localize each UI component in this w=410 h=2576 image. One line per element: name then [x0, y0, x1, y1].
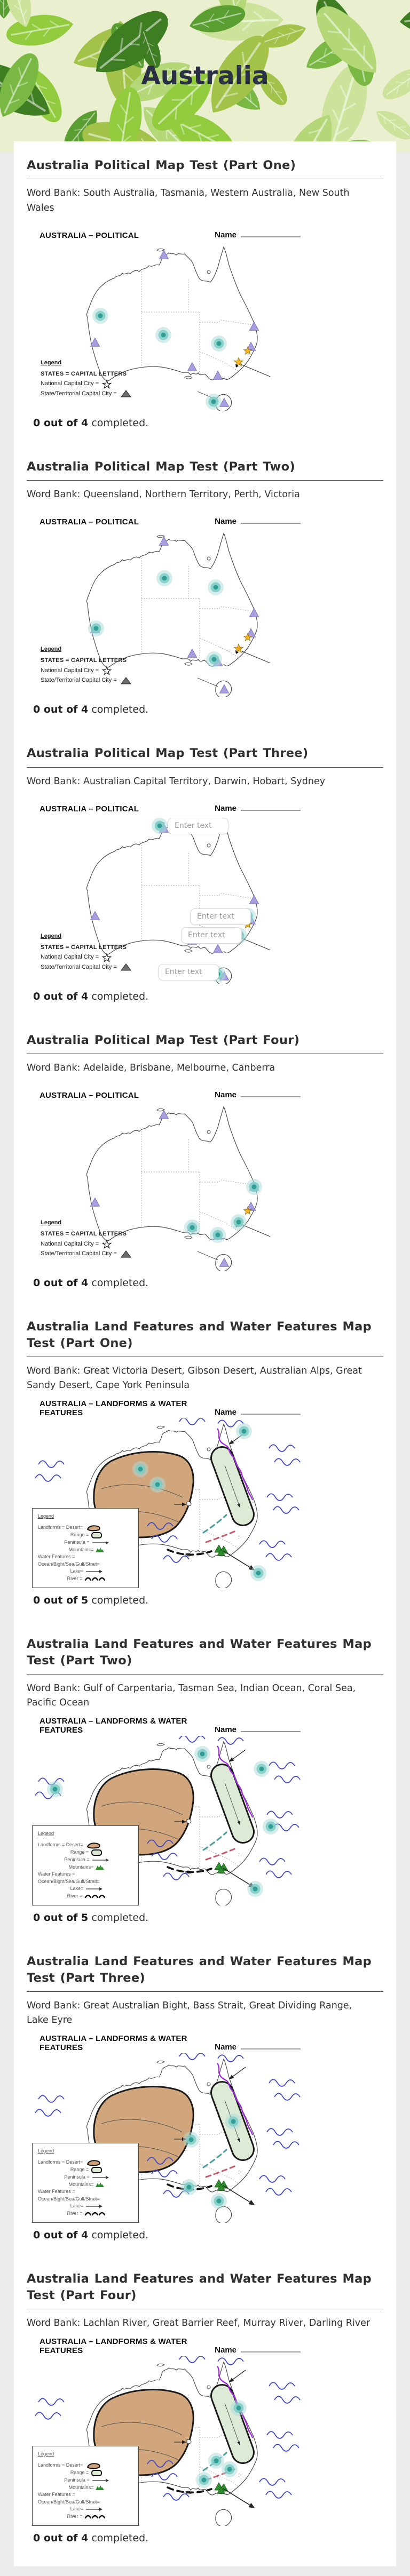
arrow-icon: [85, 1569, 102, 1574]
legend-title: Legend: [38, 1513, 54, 1519]
legend-state-capital-label: State/Territorial Capital City =: [41, 677, 117, 684]
completion-status: 0 out of 4 completed.: [33, 990, 149, 1002]
range-capsule-icon: [91, 1849, 102, 1856]
name-field: [215, 1407, 301, 1417]
name-field: [215, 1725, 301, 1735]
name-blank-line: [241, 803, 301, 811]
name-blank-line: [241, 2345, 301, 2352]
name-label: Name: [215, 517, 236, 527]
water-squiggle-icon: [259, 1858, 285, 1865]
legend-river-label: River =: [67, 2210, 83, 2216]
legend-desert-label: Landforms = Desert=: [38, 2462, 83, 2468]
star-outline-icon: [102, 666, 112, 675]
water-squiggle-icon: [269, 1762, 295, 1769]
map-worksheet: [31, 2035, 381, 2223]
test-section: [27, 459, 383, 716]
banner: [0, 0, 410, 152]
legend-title: Legend: [41, 1219, 62, 1226]
completion-status: 0 out of 5 completed.: [33, 1594, 149, 1607]
legend-national-capital-label: National Capital City =: [41, 954, 99, 961]
cape-york-arrow-icon: [230, 2067, 246, 2079]
drop-target[interactable]: [132, 1461, 148, 1477]
map-legend: [41, 358, 132, 399]
legend-desert-label: Landforms = Desert=: [38, 1842, 83, 1848]
drop-target[interactable]: [206, 651, 222, 667]
drop-target[interactable]: [181, 2179, 197, 2195]
answer-input[interactable]: [158, 964, 219, 980]
lake-icon: [187, 1819, 191, 1823]
completion-count: 0 out of 4: [33, 2229, 89, 2242]
water-squiggle-icon: [269, 2382, 295, 2389]
drop-target[interactable]: [250, 1565, 266, 1581]
legend-title: Legend: [41, 359, 62, 366]
water-squiggle-icon: [218, 2358, 243, 2365]
legend-title: Legend: [38, 2451, 54, 2457]
test-section: [27, 2271, 383, 2544]
legend-mountains-label: Mountains=: [68, 1864, 94, 1870]
legend-peninsula-label: Peninsula =: [64, 1540, 90, 1545]
section-heading: Australia Land Features and Water Features Map Test (Part Three): [27, 1955, 372, 1985]
map-worksheet: [31, 509, 381, 697]
mountains-icon: [96, 2485, 104, 2491]
name-field: [215, 516, 301, 527]
drop-target[interactable]: [155, 327, 171, 343]
completion-status: 0 out of 4 completed.: [33, 2532, 149, 2544]
desert-blob-icon: [85, 1841, 101, 1849]
legend-range-label: Range =: [70, 2167, 89, 2173]
legend-range-label: Range =: [70, 1532, 89, 1538]
water-squiggle-icon: [266, 1553, 291, 1560]
water-squiggle-icon: [218, 2055, 243, 2062]
drop-target[interactable]: [194, 1746, 210, 1762]
test-section: [27, 1319, 383, 1606]
map-worksheet: [31, 223, 381, 411]
divider: [27, 1991, 383, 1992]
drop-target[interactable]: [206, 394, 222, 410]
river-arcs-icon: [84, 1893, 106, 1899]
water-squiggle-icon: [259, 2175, 285, 2182]
tasmania-outline: [216, 2509, 232, 2526]
map-header: [31, 800, 381, 814]
water-squiggle-icon: [269, 2079, 295, 2086]
water-squiggle-icon: [218, 1737, 243, 1744]
water-squiggle-icon: [259, 1541, 285, 1548]
section-heading: Australia Land Features and Water Features Map Test (Part Four): [27, 2272, 372, 2302]
word-bank: Word Bank: Australian Capital Territory, Darwin, Hobart, Sydney: [27, 776, 326, 787]
legend-water-label: Water Features = Ocean/Bight/Sea/Gulf/Strait=: [38, 2189, 100, 2202]
legend-mountains-label: Mountains=: [68, 2181, 94, 2187]
water-squiggle-icon: [179, 1736, 205, 1742]
map-legend: [32, 1825, 139, 1906]
water-squiggle-icon: [35, 1474, 61, 1481]
lake-icon: [187, 1502, 191, 1506]
drop-target[interactable]: [231, 1214, 247, 1230]
answer-input[interactable]: [190, 908, 251, 925]
drop-target[interactable]: [152, 818, 168, 834]
arrow-icon: [92, 2175, 109, 2180]
map-header: [31, 1399, 381, 1418]
water-squiggle-icon: [179, 2053, 205, 2060]
drop-target[interactable]: [208, 2453, 224, 2469]
water-squiggle-icon: [267, 1811, 293, 1818]
water-squiggle-icon: [269, 1445, 295, 1452]
map-title: AUSTRALIA – LANDFORMS & WATER FEATURES: [40, 1399, 187, 1418]
legend-mountains-label: Mountains=: [68, 1546, 94, 1552]
water-squiggle-icon: [163, 1556, 189, 1562]
answer-input[interactable]: [181, 927, 242, 944]
range-capsule-icon: [91, 2469, 102, 2477]
legend-peninsula-label: Peninsula =: [64, 1857, 90, 1863]
legend-state-capital-label: State/Territorial Capital City =: [41, 390, 117, 397]
alps-arrow-icon: [223, 2489, 254, 2508]
mountains-icon: [96, 1864, 104, 1870]
drop-target[interactable]: [184, 1219, 200, 1235]
map-title: AUSTRALIA – POLITICAL: [40, 1091, 139, 1100]
test-section: [27, 1636, 383, 1924]
name-field: [215, 2345, 301, 2355]
map-legend: [32, 2446, 139, 2526]
word-bank: Word Bank: Queensland, Northern Territory, Perth, Victoria: [27, 489, 300, 500]
triangle-icon: [120, 676, 132, 685]
name-label: Name: [215, 1090, 236, 1100]
legend-water-label: Water Features = Ocean/Bight/Sea/Gulf/Strait=: [38, 2492, 100, 2505]
completion-status: 0 out of 4 completed.: [33, 2229, 149, 2242]
name-label: Name: [215, 803, 236, 813]
desert-blob-icon: [85, 2159, 101, 2166]
drop-target[interactable]: [208, 579, 224, 595]
map-worksheet: [31, 2338, 381, 2526]
legend-lake-label: Lake=: [70, 1568, 84, 1574]
drop-target[interactable]: [231, 2400, 247, 2416]
drop-target[interactable]: [263, 1819, 279, 1835]
name-blank-line: [241, 516, 301, 524]
star-outline-icon: [102, 1239, 112, 1249]
legend-peninsula-label: Peninsula =: [64, 2477, 90, 2483]
drop-target[interactable]: [247, 1881, 263, 1897]
water-squiggle-icon: [35, 2109, 61, 2116]
legend-states-line: STATES = CAPITAL LETTERS: [41, 657, 127, 664]
legend-states-line: STATES = CAPITAL LETTERS: [41, 1231, 127, 1238]
desert-blob-icon: [85, 1524, 101, 1532]
completion-count: 0 out of 4: [33, 2532, 89, 2544]
star-outline-icon: [102, 379, 112, 389]
lake-icon: [187, 2439, 191, 2444]
map-legend: [41, 644, 132, 685]
arrow-icon: [85, 2507, 102, 2511]
legend-river-label: River =: [67, 2513, 83, 2519]
drop-target[interactable]: [254, 1761, 270, 1777]
desert-blob-icon: [85, 2462, 101, 2469]
section-heading: Australia Land Features and Water Features Map Test (Part One): [27, 1320, 372, 1350]
name-blank-line: [241, 1725, 301, 1732]
map-worksheet: [31, 796, 381, 984]
word-bank: Word Bank: South Australia, Tasmania, Western Australia, New South Wales: [27, 188, 350, 213]
map-legend: [41, 1218, 132, 1259]
word-bank: Word Bank: Lachlan River, Great Barrier Reef, Murray River, Darling River: [27, 2317, 370, 2328]
map-worksheet: [31, 1718, 381, 1905]
drop-target[interactable]: [183, 2132, 199, 2148]
legend-national-capital-label: National Capital City =: [41, 667, 99, 674]
mountains-icon: [96, 2182, 104, 2188]
water-squiggle-icon: [38, 1461, 64, 1468]
name-field: [215, 803, 301, 814]
map-legend: [41, 931, 132, 972]
completion-status: 0 out of 4 completed.: [33, 1277, 149, 1289]
legend-desert-label: Landforms = Desert=: [38, 1525, 83, 1530]
map-worksheet: [31, 1400, 381, 1588]
legend-lake-label: Lake=: [70, 1886, 84, 1892]
star-outline-icon: [102, 953, 112, 962]
tasmania-outline: [216, 1572, 232, 1588]
map-header: [31, 1717, 381, 1735]
water-squiggle-icon: [163, 2493, 189, 2500]
completion-count: 0 out of 4: [33, 704, 89, 716]
river-arcs-icon: [84, 2211, 106, 2216]
map-legend: [32, 2143, 139, 2223]
completion-status: 0 out of 5 completed.: [33, 1912, 149, 1924]
legend-water-label: Water Features = Ocean/Bight/Sea/Gulf/Strait=: [38, 1871, 100, 1884]
name-field: [215, 230, 301, 240]
section-heading: Australia Political Map Test (Part Four): [27, 1033, 300, 1047]
alps-arrow-icon: [223, 1551, 254, 1570]
map-title: AUSTRALIA – POLITICAL: [40, 517, 139, 527]
arrow-icon: [92, 1858, 109, 1862]
drop-target[interactable]: [88, 620, 104, 636]
word-bank: Word Bank: Great Australian Bight, Bass Strait, Great Dividing Range, Lake Eyre: [27, 2000, 352, 2025]
name-label: Name: [215, 2043, 236, 2052]
drop-target[interactable]: [92, 308, 108, 324]
name-blank-line: [241, 1090, 301, 1097]
range-capsule-icon: [91, 2166, 102, 2174]
legend-title: Legend: [41, 932, 62, 939]
water-squiggle-icon: [266, 2188, 291, 2195]
map-title: AUSTRALIA – LANDFORMS & WATER FEATURES: [40, 2034, 187, 2053]
completion-count: 0 out of 4: [33, 417, 89, 429]
tasmania-outline: [216, 2206, 232, 2223]
drop-target[interactable]: [222, 2461, 238, 2477]
worksheet-card: [14, 141, 396, 2566]
water-squiggle-icon: [274, 2396, 300, 2403]
legend-river-label: River =: [67, 1893, 83, 1899]
name-label: Name: [215, 230, 236, 240]
water-squiggle-icon: [179, 1418, 205, 1425]
legend-desert-label: Landforms = Desert=: [38, 2159, 83, 2165]
page-title: Australia: [141, 61, 269, 91]
word-bank: Word Bank: Adelaide, Brisbane, Melbourne, Canberra: [27, 1063, 275, 1073]
completion-count: 0 out of 4: [33, 1277, 89, 1289]
legend-state-capital-label: State/Territorial Capital City =: [41, 1250, 117, 1257]
map-worksheet: [31, 1083, 381, 1271]
water-squiggle-icon: [179, 2356, 205, 2363]
water-squiggle-icon: [273, 2141, 299, 2148]
map-title: AUSTRALIA – LANDFORMS & WATER FEATURES: [40, 1717, 187, 1735]
drop-target[interactable]: [225, 2114, 241, 2130]
drop-target[interactable]: [196, 2472, 212, 2488]
water-squiggle-icon: [267, 2431, 293, 2438]
legend-lake-label: Lake=: [70, 2203, 84, 2209]
water-squiggle-icon: [274, 1458, 300, 1465]
test-section: [27, 1953, 383, 2241]
tasmania-outline: [216, 1889, 232, 1905]
map-title: AUSTRALIA – POLITICAL: [40, 804, 139, 814]
water-squiggle-icon: [274, 2093, 300, 2100]
name-label: Name: [215, 1725, 236, 1735]
water-squiggle-icon: [267, 2128, 293, 2135]
legend-water-label: Water Features = Ocean/Bight/Sea/Gulf/Strait=: [38, 1554, 100, 1567]
river-arcs-icon: [84, 1576, 106, 1581]
divider: [27, 767, 383, 768]
cape-york-arrow-icon: [230, 1750, 246, 1761]
word-bank: Word Bank: Gulf of Carpentaria, Tasman Sea, Indian Ocean, Coral Sea, Pacific Ocean: [27, 1682, 356, 1708]
name-field: [215, 1090, 301, 1100]
triangle-icon: [120, 389, 132, 398]
water-squiggle-icon: [274, 1776, 300, 1783]
range-capsule-icon: [91, 1532, 102, 1539]
legend-national-capital-label: National Capital City =: [41, 1240, 99, 1247]
river-arcs-icon: [84, 2514, 106, 2519]
water-squiggle-icon: [38, 2398, 64, 2405]
legend-river-label: River =: [67, 1575, 83, 1581]
legend-mountains-label: Mountains=: [68, 2484, 94, 2490]
map-title: AUSTRALIA – LANDFORMS & WATER FEATURES: [40, 2337, 187, 2355]
water-squiggle-icon: [163, 1873, 189, 1880]
drop-target[interactable]: [236, 1423, 252, 1439]
water-squiggle-icon: [266, 2491, 291, 2498]
drop-target[interactable]: [156, 570, 172, 586]
test-section: [27, 1032, 383, 1289]
map-header: [31, 2337, 381, 2355]
map-header: [31, 2034, 381, 2053]
water-squiggle-icon: [259, 2478, 285, 2485]
divider: [27, 480, 383, 481]
name-label: Name: [215, 2346, 236, 2355]
legend-national-capital-label: National Capital City =: [41, 380, 99, 387]
arrow-icon: [92, 1541, 109, 1545]
name-blank-line: [241, 1407, 301, 1415]
arrow-icon: [85, 1887, 102, 1891]
arrow-icon: [92, 2478, 109, 2483]
legend-states-line: STATES = CAPITAL LETTERS: [41, 370, 127, 377]
drop-target[interactable]: [149, 1477, 165, 1493]
map-title: AUSTRALIA – POLITICAL: [40, 230, 139, 240]
map-legend: [32, 1508, 139, 1589]
triangle-icon: [120, 963, 132, 971]
drop-target[interactable]: [211, 2193, 227, 2209]
name-label: Name: [215, 1408, 236, 1417]
word-bank: Word Bank: Great Victoria Desert, Gibson Desert, Australian Alps, Great Sandy Desert, Cape York Peninsula: [27, 1365, 362, 1391]
name-field: [215, 2042, 301, 2052]
drop-target[interactable]: [246, 1179, 262, 1195]
test-section: [27, 745, 383, 1002]
drop-target[interactable]: [47, 1781, 63, 1797]
legend-range-label: Range =: [70, 1849, 89, 1855]
completion-count: 0 out of 5: [33, 1912, 89, 1924]
map-header: [31, 1086, 381, 1100]
legend-states-line: STATES = CAPITAL LETTERS: [41, 944, 127, 951]
water-squiggle-icon: [35, 2412, 61, 2419]
answer-input[interactable]: [168, 818, 228, 834]
water-squiggle-icon: [267, 1494, 293, 1501]
water-squiggle-icon: [266, 1871, 291, 1878]
legend-title: Legend: [41, 646, 62, 653]
completion-status: 0 out of 4 completed.: [33, 417, 149, 429]
alps-arrow-icon: [223, 2186, 254, 2205]
legend-state-capital-label: State/Territorial Capital City =: [41, 963, 117, 970]
section-heading: Australia Political Map Test (Part One): [27, 158, 296, 172]
water-squiggle-icon: [38, 2095, 64, 2102]
name-blank-line: [241, 230, 301, 237]
section-heading: Australia Political Map Test (Part Three): [27, 746, 309, 761]
legend-title: Legend: [38, 1830, 54, 1836]
water-squiggle-icon: [273, 1506, 299, 1513]
legend-lake-label: Lake=: [70, 2506, 84, 2511]
completion-count: 0 out of 5: [33, 1594, 89, 1607]
map-header: [31, 226, 381, 240]
legend-title: Legend: [38, 2148, 54, 2154]
tropical-leaves-banner: [0, 0, 410, 152]
section-heading: Australia Land Features and Water Features Map Test (Part Two): [27, 1637, 372, 1668]
section-heading: Australia Political Map Test (Part Two): [27, 459, 295, 474]
mountains-icon: [96, 1547, 104, 1553]
triangle-icon: [120, 1250, 132, 1258]
drop-target[interactable]: [211, 336, 227, 352]
name-blank-line: [241, 2042, 301, 2049]
water-squiggle-icon: [273, 2444, 299, 2451]
completion-count: 0 out of 4: [33, 990, 89, 1002]
test-section: [27, 157, 383, 429]
arrow-icon: [85, 2204, 102, 2208]
cape-york-arrow-icon: [230, 2370, 246, 2382]
completion-status: 0 out of 4 completed.: [33, 704, 149, 716]
map-header: [31, 513, 381, 527]
legend-range-label: Range =: [70, 2470, 89, 2476]
legend-peninsula-label: Peninsula =: [64, 2174, 90, 2180]
drop-target[interactable]: [210, 1227, 226, 1243]
